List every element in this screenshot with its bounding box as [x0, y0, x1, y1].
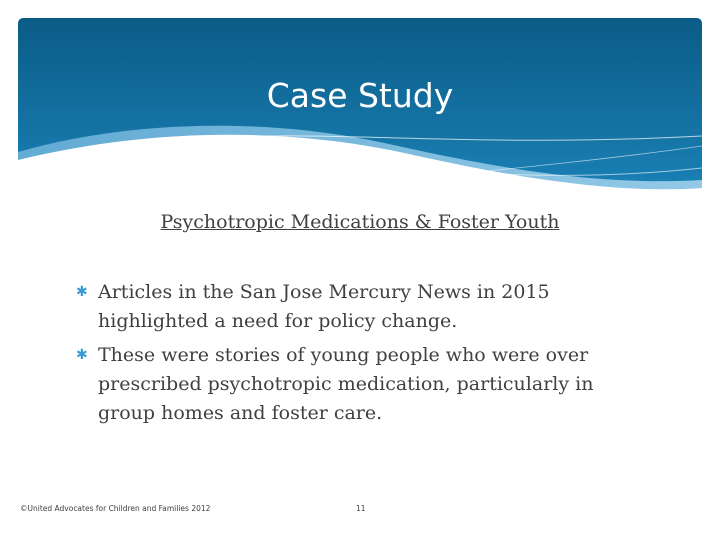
- slide-subtitle: Psychotropic Medications & Foster Youth: [160, 211, 560, 233]
- page-number: 11: [356, 504, 366, 513]
- bullet-text: Articles in the San Jose Mercury News in 2015 highlighted a need for policy change.: [98, 281, 550, 332]
- asterisk-bullet-icon: ✱: [76, 284, 88, 300]
- bullet-text: These were stories of young people who were over prescribed psychotropic medication, particularly in group homes and foster care.: [98, 344, 594, 424]
- asterisk-bullet-icon: ✱: [76, 347, 88, 363]
- bullet-list: [76, 278, 636, 433]
- bullet-item: [76, 278, 636, 336]
- slide-title: Case Study: [266, 76, 454, 115]
- bullet-item: [76, 341, 636, 428]
- footer-copyright: ©United Advocates for Children and Families 2012: [20, 504, 211, 513]
